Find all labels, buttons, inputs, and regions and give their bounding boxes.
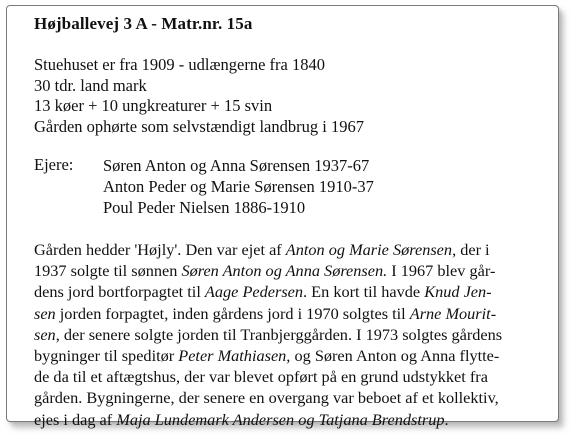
owner-entry: Anton Peder og Marie Sørensen 1910-37 (103, 177, 374, 196)
name-arne-mouritsen-cont: sen (34, 324, 56, 344)
paragraph-line: sen, der senere solgte jorden til Tranbjerggården. I 1973 solgtes gårdens (34, 324, 503, 344)
history-paragraph (34, 239, 554, 430)
fact-line: Gården ophørte som selvstændigt landbrug i 1967 (34, 116, 364, 136)
owner-entry: Søren Anton og Anna Sørensen 1937-67 (103, 156, 370, 175)
document-frame (6, 5, 559, 429)
paragraph-line: de da til et aftægtshus, der var blevet opført på en grund udstykket fra (34, 367, 488, 387)
paragraph-line: sen jorden forpagtet, inden gårdens jord i 1970 solgtes til Arne Mourit- (34, 303, 497, 323)
paragraph-line: ejes i dag af Maja Lundemark Andersen og Tatjana Brendstrup. (34, 409, 449, 429)
fact-line: Stuehuset er fra 1909 - udlængerne fra 1840 (34, 55, 325, 74)
page-title: Højballevej 3 A - Matr.nr. 15a (34, 14, 253, 33)
fact-line: 30 tdr. land mark (34, 75, 147, 95)
paragraph-line: Gården hedder 'Højly'. Den var ejet af Anton og Marie Sørensen, der i (34, 240, 490, 259)
name-knud-jensen-cont: sen (34, 303, 56, 323)
owner-entry: Poul Peder Nielsen 1886-1910 (103, 198, 306, 217)
paragraph-line: bygninger til speditør Peter Mathiasen, og Søren Anton og Anna flytte- (34, 346, 500, 366)
name-current-owners: Maja Lundemark Andersen og Tatjana Brendstrup (116, 409, 445, 429)
name-peter-mathiasen: Peter Mathiasen, (178, 346, 291, 366)
owners-list (103, 155, 374, 218)
name-anton-marie: Anton og Marie Sørensen (285, 240, 453, 259)
name-aage-pedersen: Aage Pedersen (204, 282, 304, 302)
farm-facts (34, 55, 364, 137)
name-knud-jensen: Knud Jen- (424, 282, 492, 302)
paragraph-line: gården. Bygningerne, der senere en overgang var beboet af et kollektiv, (34, 388, 499, 408)
fact-line: 13 køer + 10 ungkreaturer + 15 svin (34, 96, 273, 115)
owners-label: Ejere: (34, 155, 74, 174)
paragraph-line: 1937 solgte til sønnen Søren Anton og Anna Sørensen. I 1967 blev går- (34, 261, 496, 281)
name-soren-anna: Søren Anton og Anna Sørensen. (181, 261, 388, 281)
paragraph-line: dens jord bortforpagtet til Aage Pedersen. En kort til havde Knud Jen- (34, 282, 492, 302)
name-arne-mouritsen: Arne Mourit- (409, 303, 497, 323)
